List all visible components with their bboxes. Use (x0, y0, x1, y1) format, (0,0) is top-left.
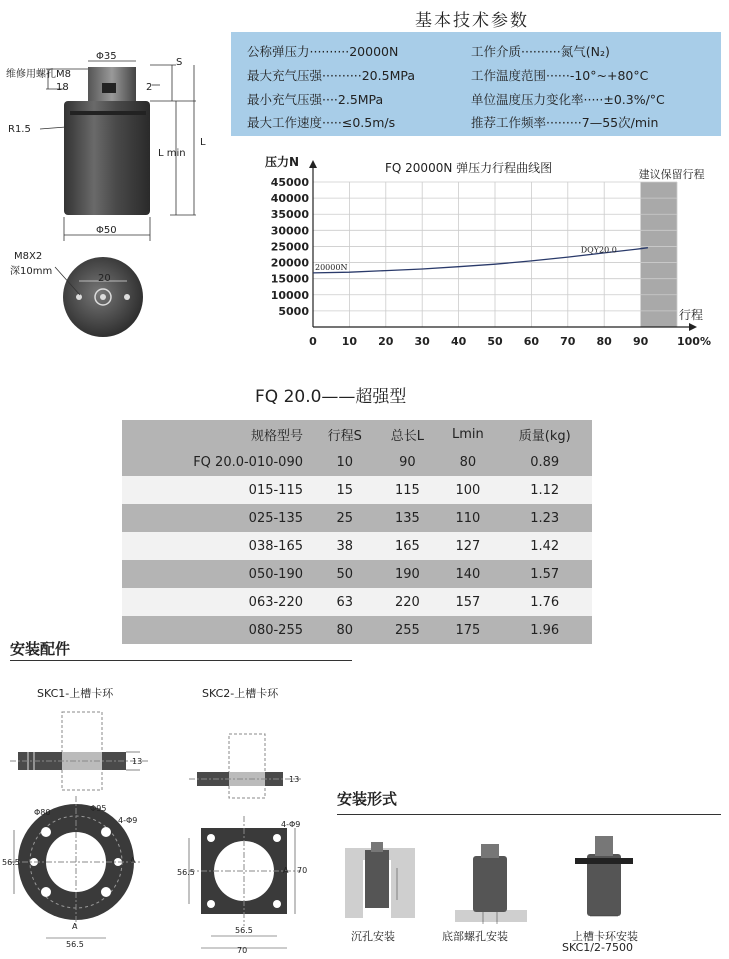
x-tick-label: 0 (309, 335, 317, 348)
cell-model: 025-135 (122, 504, 313, 532)
x-tick-label: 70 (560, 335, 576, 348)
cell-lmin: 157 (438, 588, 497, 616)
skc2-drawing (175, 700, 325, 955)
cell-length: 90 (377, 448, 439, 476)
y-tick-label: 20000 (270, 256, 309, 270)
table-row (122, 616, 592, 644)
col-length: 总长L (377, 420, 439, 448)
accessories-title: 安装配件 (10, 640, 71, 658)
cell-model: 080-255 (122, 616, 313, 644)
spec-max-pressure: 最大充气压强··········20.5MPa (247, 68, 415, 83)
x-tick-label: 90 (632, 335, 649, 348)
force-stroke-chart-svg (255, 140, 725, 355)
spec-temp-range: 工作温度范围······-10°~+80°C (471, 68, 649, 83)
cell-mass: 1.42 (497, 532, 592, 560)
col-lmin: Lmin (438, 420, 497, 448)
install-title: 安装形式 (337, 790, 398, 808)
cell-stroke: 38 (313, 532, 377, 560)
y-tick-label: 45000 (270, 176, 309, 189)
x-tick-label: 80 (596, 335, 612, 348)
skc2-dim-70h: 70 (237, 946, 248, 955)
cell-lmin: 140 (438, 560, 497, 588)
skc1-dim-565v: 56.5 (2, 858, 20, 867)
cell-lmin: 100 (438, 476, 497, 504)
cell-model: 015-115 (122, 476, 313, 504)
cylinder-drawing-svg (0, 45, 230, 345)
spec-box (231, 32, 721, 136)
cell-length: 190 (377, 560, 439, 588)
spec-table (122, 420, 592, 644)
y-axis-label: 压力N (265, 155, 300, 169)
y-tick-label: 30000 (270, 224, 309, 238)
y-tick-label: 15000 (270, 272, 309, 286)
col-mass: 质量(kg) (497, 420, 592, 448)
cell-mass: 0.89 (497, 448, 592, 476)
skc2-label: SKC2-上槽卡环 (202, 687, 279, 700)
cell-stroke: 10 (313, 448, 377, 476)
model-title: FQ 20.0——超强型 (255, 387, 407, 407)
y-tick-label: 5000 (278, 304, 309, 318)
label-r15: R1.5 (8, 124, 31, 135)
spec-frequency: 推荐工作频率·········7—55次/min (471, 115, 659, 130)
skc1-dim-d80: Φ80 (34, 808, 51, 817)
reserved-stroke-region (641, 182, 677, 327)
label-depth: 深10mm (10, 266, 53, 277)
skc1-dim-565h: 56.5 (66, 940, 84, 949)
table-row (122, 532, 592, 560)
cell-mass: 1.96 (497, 616, 592, 644)
cell-stroke: 80 (313, 616, 377, 644)
x-tick-label: 40 (450, 335, 467, 348)
x-axis-label: 行程 (679, 308, 704, 322)
skc2-dim-70v: 70 (297, 866, 308, 875)
spec-rated-force: 公称弹压力··········20000N (247, 44, 399, 59)
spec-min-pressure: 最小充气压强····2.5MPa (247, 92, 384, 107)
cylinder-body (64, 101, 150, 215)
y-tick-label: 10000 (270, 288, 309, 302)
skc1-label: SKC1-上槽卡环 (37, 687, 114, 700)
table-row (122, 504, 592, 532)
install-groove-ring-sub: SKC1/2-7500 (562, 941, 633, 954)
install-divider (337, 814, 721, 815)
label-18: 18 (56, 82, 69, 93)
cell-length: 135 (377, 504, 439, 532)
cell-mass: 1.23 (497, 504, 592, 532)
y-axis-arrow (309, 160, 317, 168)
label-bolt: 维修用螺孔M8 (6, 69, 71, 80)
label-d35: Φ35 (96, 51, 117, 62)
y-tick-label: 25000 (270, 240, 309, 254)
col-model: 规格型号 (122, 420, 313, 448)
skc1-section-a2: A (72, 922, 78, 931)
cell-length: 255 (377, 616, 439, 644)
annotation-label: DQY20.0 (580, 245, 617, 255)
label-l: L (200, 137, 206, 148)
spec-max-speed: 最大工作速度·····≤0.5m/s (247, 115, 396, 130)
cell-stroke: 50 (313, 560, 377, 588)
cell-length: 220 (377, 588, 439, 616)
cell-lmin: 80 (438, 448, 497, 476)
label-m8: M8X2 (14, 251, 43, 262)
cell-model: FQ 20.0-010-090 (122, 448, 313, 476)
cell-lmin: 175 (438, 616, 497, 644)
col-stroke: 行程S (313, 420, 377, 448)
x-axis-arrow (689, 323, 697, 331)
skc2-dim-13: 13 (289, 775, 300, 784)
y-tick-label: 40000 (270, 192, 309, 206)
tech-params-title: 基本技术参数 (415, 11, 529, 31)
install-bottom-thread-label: 底部螺孔安装 (442, 930, 508, 943)
x-tick-label: 50 (487, 335, 503, 348)
cell-mass: 1.76 (497, 588, 592, 616)
accessories-divider (10, 660, 352, 661)
cell-model: 050-190 (122, 560, 313, 588)
skc1-drawing (0, 700, 175, 955)
cell-length: 165 (377, 532, 439, 560)
label-d50: Φ50 (96, 225, 117, 236)
x-tick-label: 20 (378, 335, 394, 348)
skc2-dim-holes: 4-Φ9 (281, 820, 301, 829)
table-row (122, 476, 592, 504)
cell-model: 063-220 (122, 588, 313, 616)
table-row (122, 560, 592, 588)
skc1-dim-holes: 4-Φ9 (118, 816, 138, 825)
cell-mass: 1.57 (497, 560, 592, 588)
label-2: 2 (146, 82, 153, 93)
skc1-dim-d95: Φ95 (90, 804, 107, 813)
y-tick-label: 35000 (270, 208, 309, 222)
x-tick-label: 10 (341, 335, 358, 348)
install-groove-ring-label: 上槽卡环安装 (572, 930, 638, 943)
x-tick-label: 30 (414, 335, 430, 348)
label-20: 20 (98, 273, 111, 284)
skc1-section-a: A (130, 856, 136, 865)
cell-model: 038-165 (122, 532, 313, 560)
table-row (122, 448, 592, 476)
install-counterbore-label: 沉孔安装 (351, 930, 395, 943)
reserved-region-label: 建议保留行程 (638, 168, 705, 181)
table-row (122, 588, 592, 616)
skc2-drawing-svg (175, 700, 325, 955)
cell-mass: 1.12 (497, 476, 592, 504)
install-drawings (335, 820, 725, 930)
spec-medium: 工作介质··········氮气(N₂) (471, 44, 610, 59)
skc2-dim-565v: 56.5 (177, 868, 195, 877)
x-tick-label: 60 (523, 335, 540, 348)
x-tick-label: 100% (677, 335, 711, 348)
spec-table-header (122, 420, 592, 448)
label-lmin: L min (158, 148, 186, 159)
cell-length: 115 (377, 476, 439, 504)
annotation-label: 20000N (315, 263, 348, 273)
cell-lmin: 110 (438, 504, 497, 532)
spec-temp-coeff: 单位温度压力变化率·····±0.3%/°C (471, 92, 665, 107)
cylinder-drawing (0, 45, 230, 345)
skc1-drawing-svg (0, 700, 175, 955)
label-s: S (176, 57, 183, 68)
skc2-section-a: A (283, 866, 289, 875)
cell-lmin: 127 (438, 532, 497, 560)
cell-stroke: 15 (313, 476, 377, 504)
install-drawings-svg (335, 820, 725, 930)
cell-stroke: 63 (313, 588, 377, 616)
skc1-dim-13: 13 (132, 757, 143, 766)
force-stroke-chart (255, 140, 725, 355)
cell-stroke: 25 (313, 504, 377, 532)
chart-title: FQ 20000N 弹压力行程曲线图 (385, 161, 553, 175)
skc2-dim-565h: 56.5 (235, 926, 253, 935)
